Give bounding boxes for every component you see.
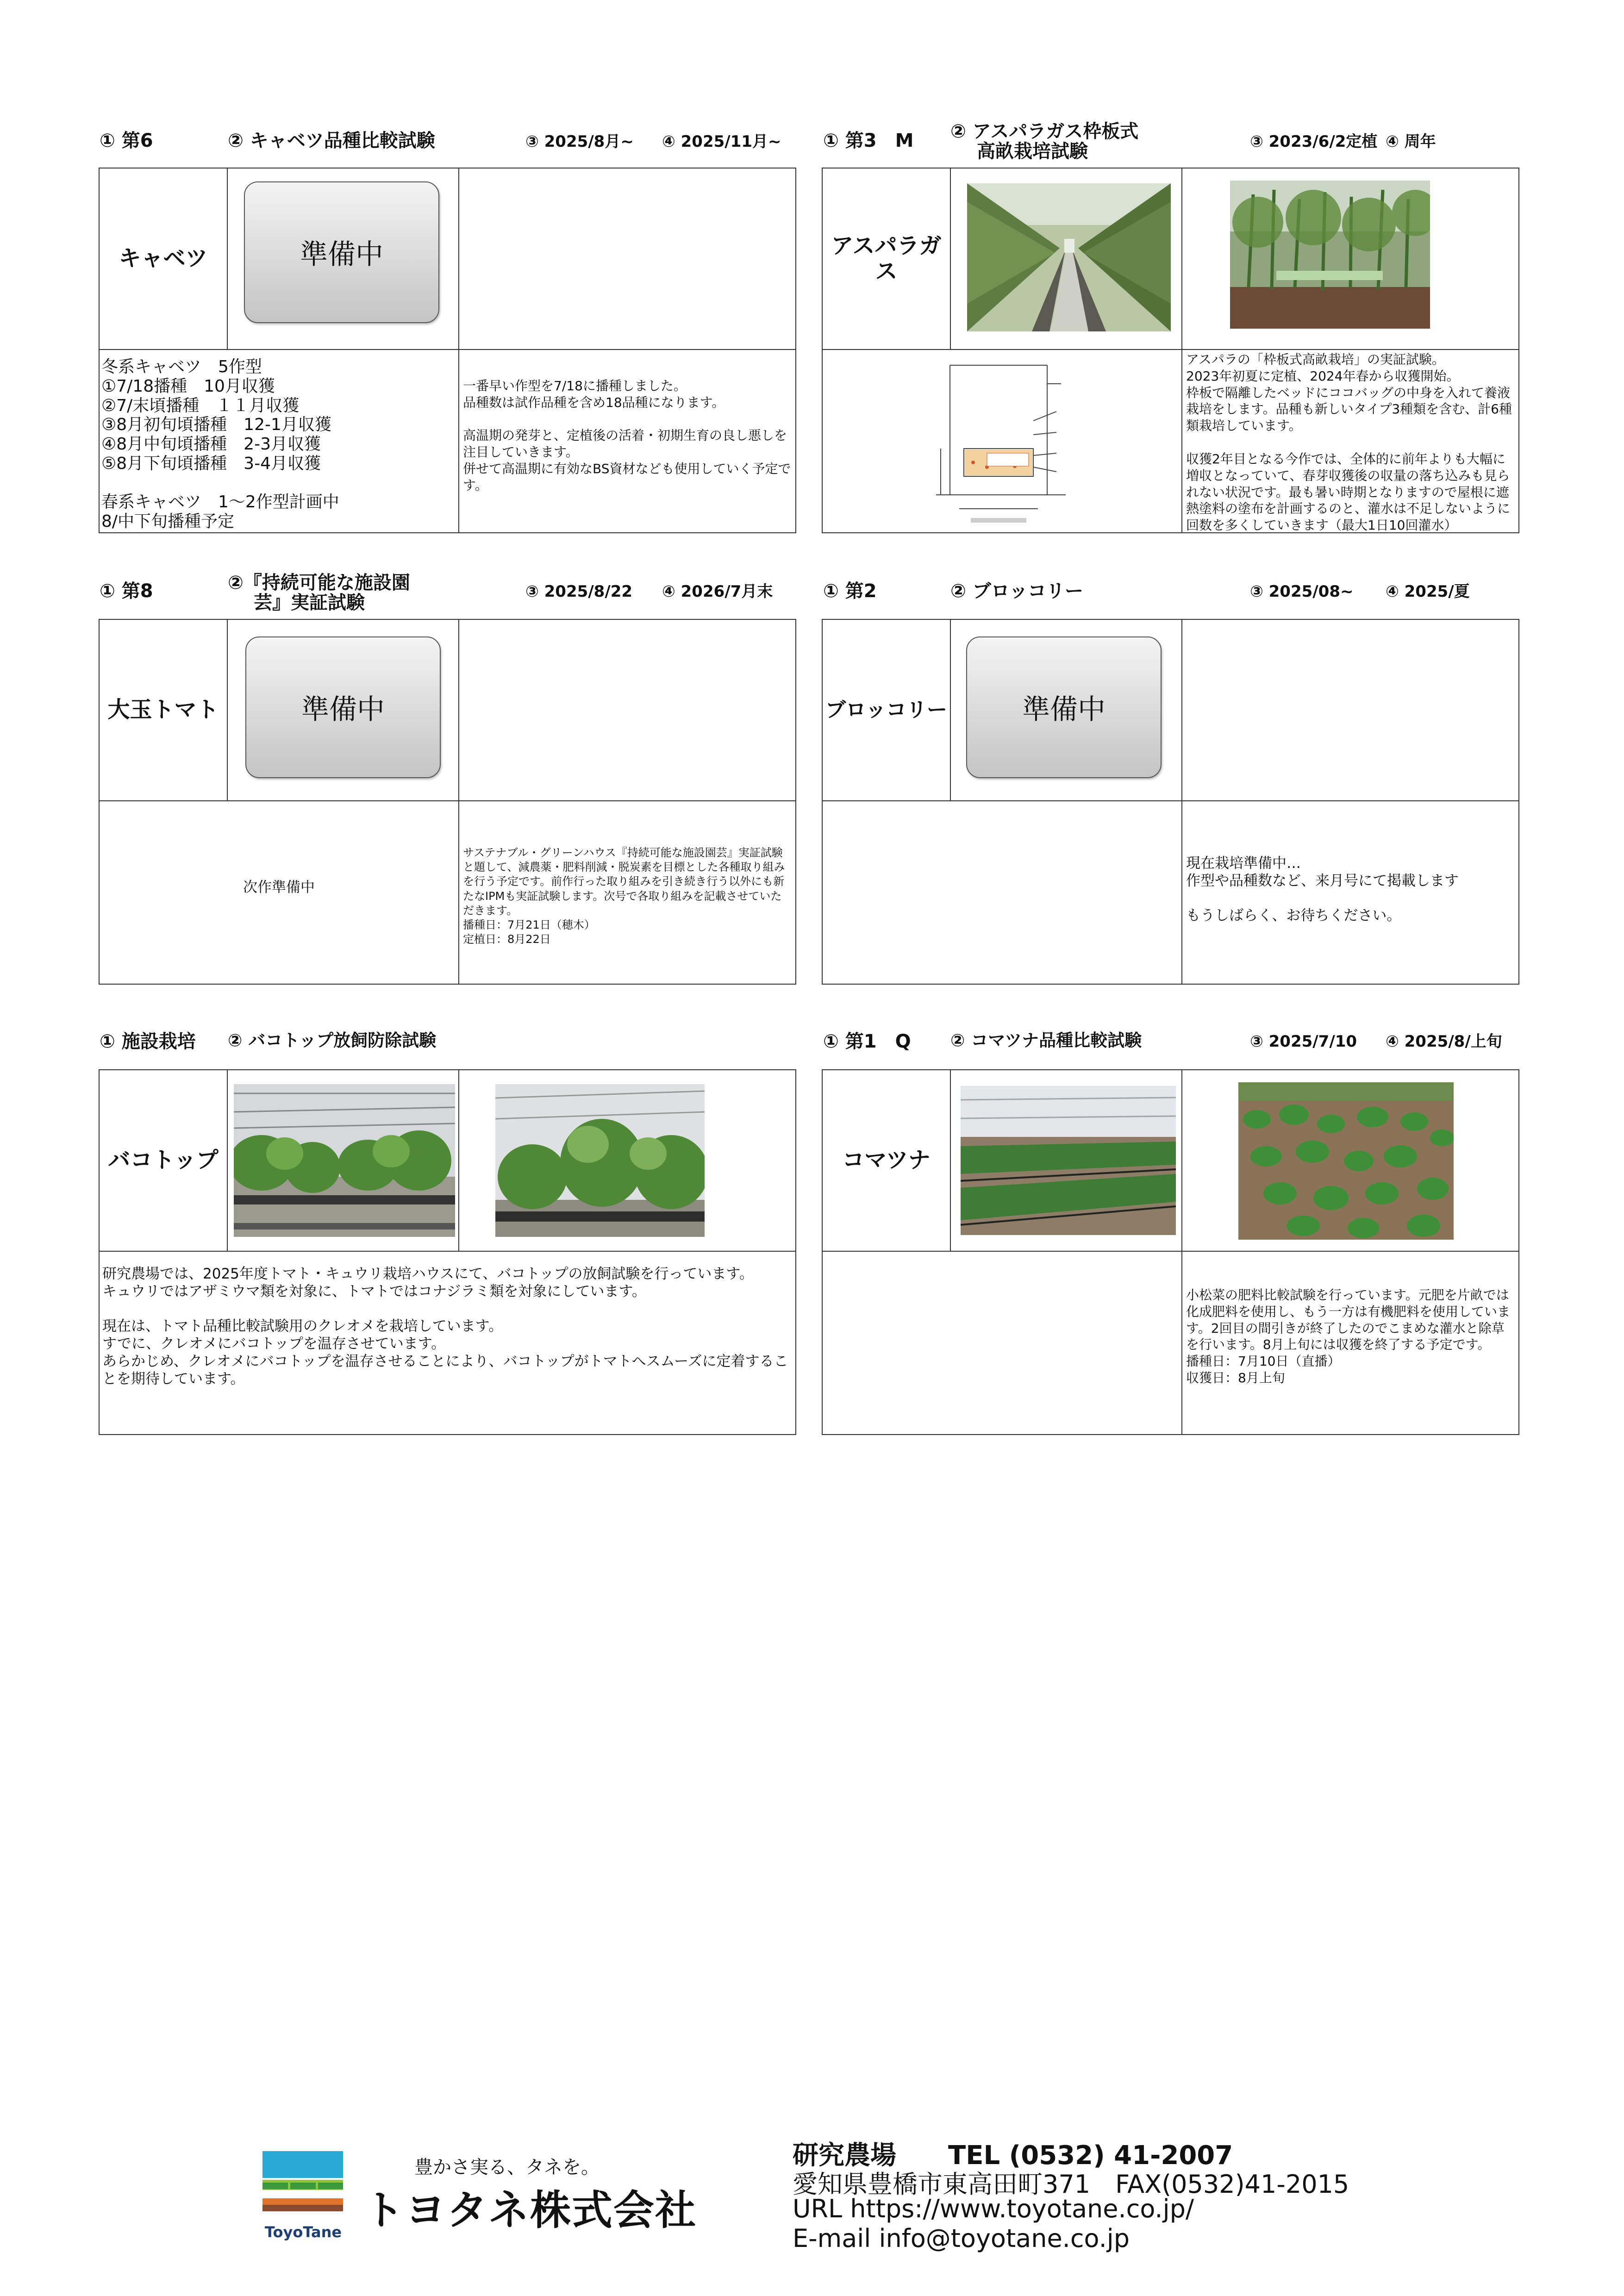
s3-plot-number: ① 第8: [100, 580, 153, 602]
s3-notes-text: サステナブル・グリーンハウス『持続可能な施設園芸』実証試験と題して、減農薬・肥料削減・脱炭素を目標とした各種取り組みを行う予定です。前作行った取り組みを引き続き行う以外にも新たなIPMも実証試験します。次号で各取り組みを記載させていただきます。 播種日：7月21日（穂木） 定植日：8月22日: [463, 846, 785, 946]
s1-plot-number: ① 第6: [100, 130, 153, 151]
cleome-plants-photo: [495, 1084, 705, 1237]
s3-preparing-button: 準備中: [245, 636, 441, 778]
s4-start-date: ③ 2025/08~: [1250, 582, 1354, 601]
s2-plot-number: ① 第3 M: [823, 130, 914, 151]
s5-trial-title: ② バコトップ放飼防除試験: [228, 1030, 437, 1050]
s4-preparing-button: 準備中: [966, 636, 1162, 778]
s4-end-date: ④ 2025/夏: [1386, 582, 1470, 601]
s6-table: [822, 1069, 1519, 1435]
s1-preparing-button: 準備中: [244, 181, 439, 323]
farm-contact-tel: 研究農場 TEL (0532) 41-2007: [793, 2140, 1233, 2171]
s3-next-crop-text: 次作準備中: [243, 879, 315, 896]
company-slogan: 豊かさ実る、タネを。: [414, 2157, 600, 2178]
s6-crop-label: コマツナ: [842, 1147, 931, 1173]
s5-crop-label: バコトップ: [108, 1147, 219, 1173]
s1-crop-label: キャベツ: [119, 245, 208, 272]
bacotop-greenhouse-photo: [234, 1084, 455, 1237]
website-url[interactable]: URL https://www.toyotane.co.jp/: [793, 2194, 1194, 2223]
s6-plot-number: ① 第1 Q: [823, 1031, 911, 1052]
s4-trial-title: ② ブロッコリー: [950, 580, 1083, 602]
s3-end-date: ④ 2026/7月末: [662, 582, 773, 601]
s1-end-date: ④ 2025/11月~: [662, 132, 781, 151]
toyotane-logo-icon: [262, 2150, 345, 2241]
s3-trial-title-2: 芸』実証試験: [254, 592, 365, 613]
asparagus-ferns-photo: [1230, 181, 1430, 329]
s2-notes-text: アスパラの「枠板式高畝栽培」の実証試験。 2023年初夏に定植、2024年春から収獲開始。 枠板で隔離したベッドにココバッグの中身を入れて養液栽培をします。品種も新しいタイプ3種類を含む、計6種類栽培しています。 収獲2年目となる今作では、全体的に前年よりも大幅に増収となっていて、春芽収獲後の収量の落ち込みも見られない状況です。最も暑い時期となりますので屋根に遮熱塗料の塗布を計画するのと、灌水は不足しないように回数を多くしていきます（最大1日10回灌水）: [1186, 352, 1512, 533]
s4-plot-number: ① 第2: [823, 580, 877, 602]
s2-trial-title-1: ② アスパラガス枠板式: [950, 121, 1139, 142]
s2-end-date: ④ 周年: [1386, 132, 1436, 151]
logo-name: ToyoTane: [264, 2223, 342, 2241]
s6-end-date: ④ 2025/8/上旬: [1386, 1032, 1502, 1051]
s2-trial-title-2: 高畝栽培試験: [977, 141, 1088, 162]
s1-table: [99, 168, 796, 533]
s4-table: [822, 619, 1519, 985]
s1-start-date: ③ 2025/8月~: [525, 132, 634, 151]
s1-trial-title: ② キャベツ品種比較試験: [228, 130, 435, 151]
s6-notes-text: 小松菜の肥料比較試験を行っています。元肥を片畝では化成肥料を使用し、もう一方は有機肥料を使用しています。2回目の間引きが終了したのでこまめな灌水と除草を行います。8月上旬には収獲を終了する予定です。 播種日：7月10日（直播） 収獲日：8月上旬: [1186, 1287, 1511, 1386]
farm-address-fax: 愛知県豊橋市東高田町371 FAX(0532)41-2015: [793, 2170, 1349, 2199]
s5-table: [99, 1069, 796, 1435]
s3-crop-label: 大玉トマト: [107, 697, 219, 723]
s3-table: [99, 619, 796, 985]
company-name: トヨタネ株式会社: [363, 2186, 697, 2234]
s6-start-date: ③ 2025/7/10: [1250, 1032, 1357, 1051]
s2-start-date: ③ 2023/6/2定植: [1250, 132, 1378, 151]
s5-notes-text: 研究農場では、2025年度トマト・キュウリ栽培ハウスにて、バコトップの放飼試験を行っています。 キュウリではアザミウマ類を対象に、トマトではコナジラミ類を対象にしています。 現在は、トマト品種比較試験用のクレオメを栽培しています。 すでに、クレオメにバコトップを温存させています。 あらかじめ、クレオメにバコトップを温存させることにより、バコトップがトマトへスムーズに定着することを期待しています。: [102, 1266, 788, 1387]
s1-schedule-text: 冬系キャベツ 5作型 ①7/18播種 10月収獲 ②7/末頃播種 １１月収獲 ③8月初旬頃播種 12-1月収獲 ④8月中旬頃播種 2-3月収獲 ⑤8月下旬頃播種 3-4月収獲 春系キャベツ 1～2作型計画中 8/中下旬播種予定: [101, 357, 339, 531]
s6-trial-title: ② コマツナ品種比較試験: [950, 1030, 1142, 1050]
s3-start-date: ③ 2025/8/22: [525, 582, 633, 601]
raised-bed-diagram: [931, 356, 1070, 530]
asparagus-greenhouse-photo: [967, 183, 1171, 331]
s3-trial-title-1: ②『持続可能な施設園: [228, 572, 410, 593]
s5-plot-number: ① 施設栽培: [100, 1031, 196, 1052]
s1-notes-text: 一番早い作型を7/18に播種しました。 品種数は試作品種を含め18品種になります。 高温期の発芽と、定植後の活着・初期生育の良し悪しを 注目していきます。 併せて高温期に有効なBS資材なども使用していく予定です。: [463, 378, 791, 493]
s4-notes-text: 現在栽培準備中… 作型や品種数など、来月号にて掲載します もうしばらく、お待ちください。: [1186, 855, 1459, 924]
email-address[interactable]: E-mail info@toyotane.co.jp: [793, 2224, 1130, 2253]
komatsuna-closeup-photo: [1238, 1082, 1454, 1240]
s2-crop-label: アスパラガス: [831, 232, 942, 284]
s4-crop-label: ブロッコリー: [825, 698, 948, 722]
komatsuna-greenhouse-photo: [961, 1086, 1176, 1235]
s2-table: [822, 168, 1519, 533]
